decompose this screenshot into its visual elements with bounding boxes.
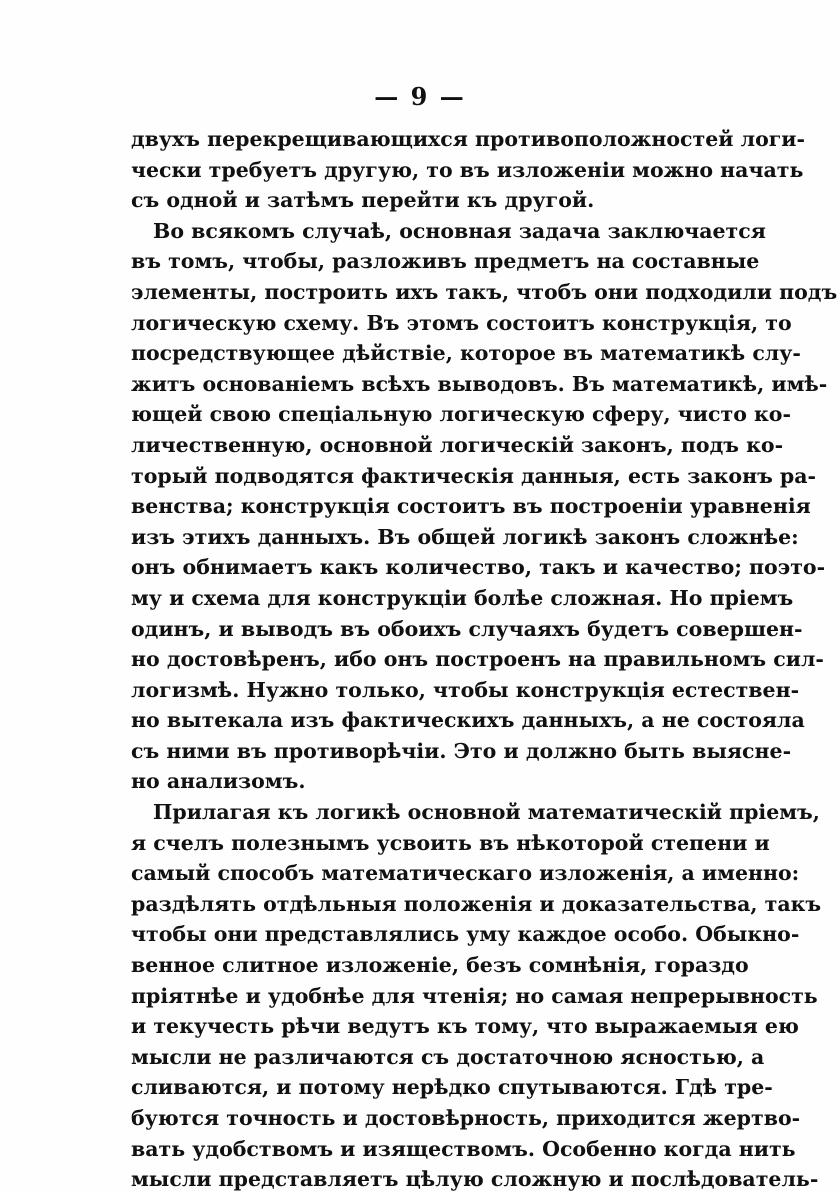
text-line: но вытекала изъ фактическихъ данныхъ, а не состояла	[131, 708, 805, 733]
text-line: венства; конструкція состоитъ въ построеніи уравненія	[131, 494, 811, 519]
text-line: двухъ перекрещивающихся противоположностей логи-	[131, 127, 806, 151]
text-line: Во всякомъ случаѣ, основная задача заключается	[153, 218, 766, 243]
text-line: сливаются, и потому нерѣдко спутываются. Гдѣ тре-	[131, 1075, 773, 1100]
text-line: но анализомъ.	[131, 769, 306, 794]
text-line: я счелъ полезнымъ усвоить въ нѣкоторой степени и	[131, 830, 770, 855]
text-line: мысли представляетъ цѣлую сложную и послѣдователь-	[131, 1167, 819, 1192]
text-line: въ томъ, чтобы, разложивъ предметъ на составные	[131, 249, 760, 274]
text-line: элементы, построить ихъ такъ, чтобъ они подходили подъ	[131, 279, 838, 304]
text-line: чтобы они представлялись уму каждое особо. Обыкно-	[131, 922, 800, 947]
text-line: и текучесть рѣчи ведутъ къ тому, что выражаемыя ею	[131, 1014, 799, 1039]
text-line: венное слитное изложеніе, безъ сомнѣнія, гораздо	[131, 953, 749, 978]
text-line: логизмѣ. Нужно только, чтобы конструкція естествен-	[131, 677, 800, 702]
text-line: мысли не различаются съ достаточною ясностью, а	[131, 1044, 765, 1069]
text-line: онъ обнимаетъ какъ количество, такъ и качество; поэто-	[131, 555, 826, 580]
body-text	[131, 124, 838, 1195]
text-line: логическую схему. Въ этомъ состоитъ конструкція, то	[131, 310, 792, 335]
text-line: но достовѣренъ, ибо онъ построенъ на правильномъ сил-	[131, 647, 824, 672]
text-line: раздѣлять отдѣльныя положенія и доказательства, такъ	[131, 891, 822, 916]
page-number: — 9 —	[374, 82, 466, 111]
text-line: буются точность и достовѣрность, приходится жертво-	[131, 1106, 801, 1130]
text-line: вать удобствомъ и изяществомъ. Особенно когда нить	[131, 1136, 796, 1161]
text-line: пріятнѣе и удобнѣе для чтенія; но самая непрерывность	[131, 983, 818, 1008]
text-line: съ одной и затѣмъ перейти къ другой.	[131, 188, 595, 213]
text-line: съ ними въ противорѣчіи. Это и должно быть выясне-	[131, 738, 792, 763]
text-line: Прилагая къ логикѣ основной математическій пріемъ,	[153, 800, 820, 825]
text-line: посредствующее дѣйствіе, которое въ математикѣ слу-	[131, 341, 801, 366]
text-line: личественную, основной логическій законъ, подъ ко-	[131, 432, 784, 457]
text-line: торый подводятся фактическія данныя, есть законъ ра-	[131, 463, 817, 488]
text-line: житъ основаніемъ всѣхъ выводовъ. Въ математикѣ, имѣ-	[131, 371, 828, 396]
text-line: чески требуетъ другую, то въ изложеніи можно начать	[131, 157, 804, 182]
text-line: изъ этихъ данныхъ. Въ общей логикѣ законъ сложнѣе:	[131, 524, 799, 549]
text-line: ющей свою спеціальную логическую сферу, чисто ко-	[131, 402, 791, 427]
text-line: му и схема для конструкціи болѣе сложная. Но пріемъ	[131, 585, 794, 610]
text-line: самый способъ математическаго изложенія, а именно:	[131, 861, 800, 886]
text-line: одинъ, и выводъ въ обоихъ случаяхъ будетъ совершен-	[131, 616, 803, 641]
